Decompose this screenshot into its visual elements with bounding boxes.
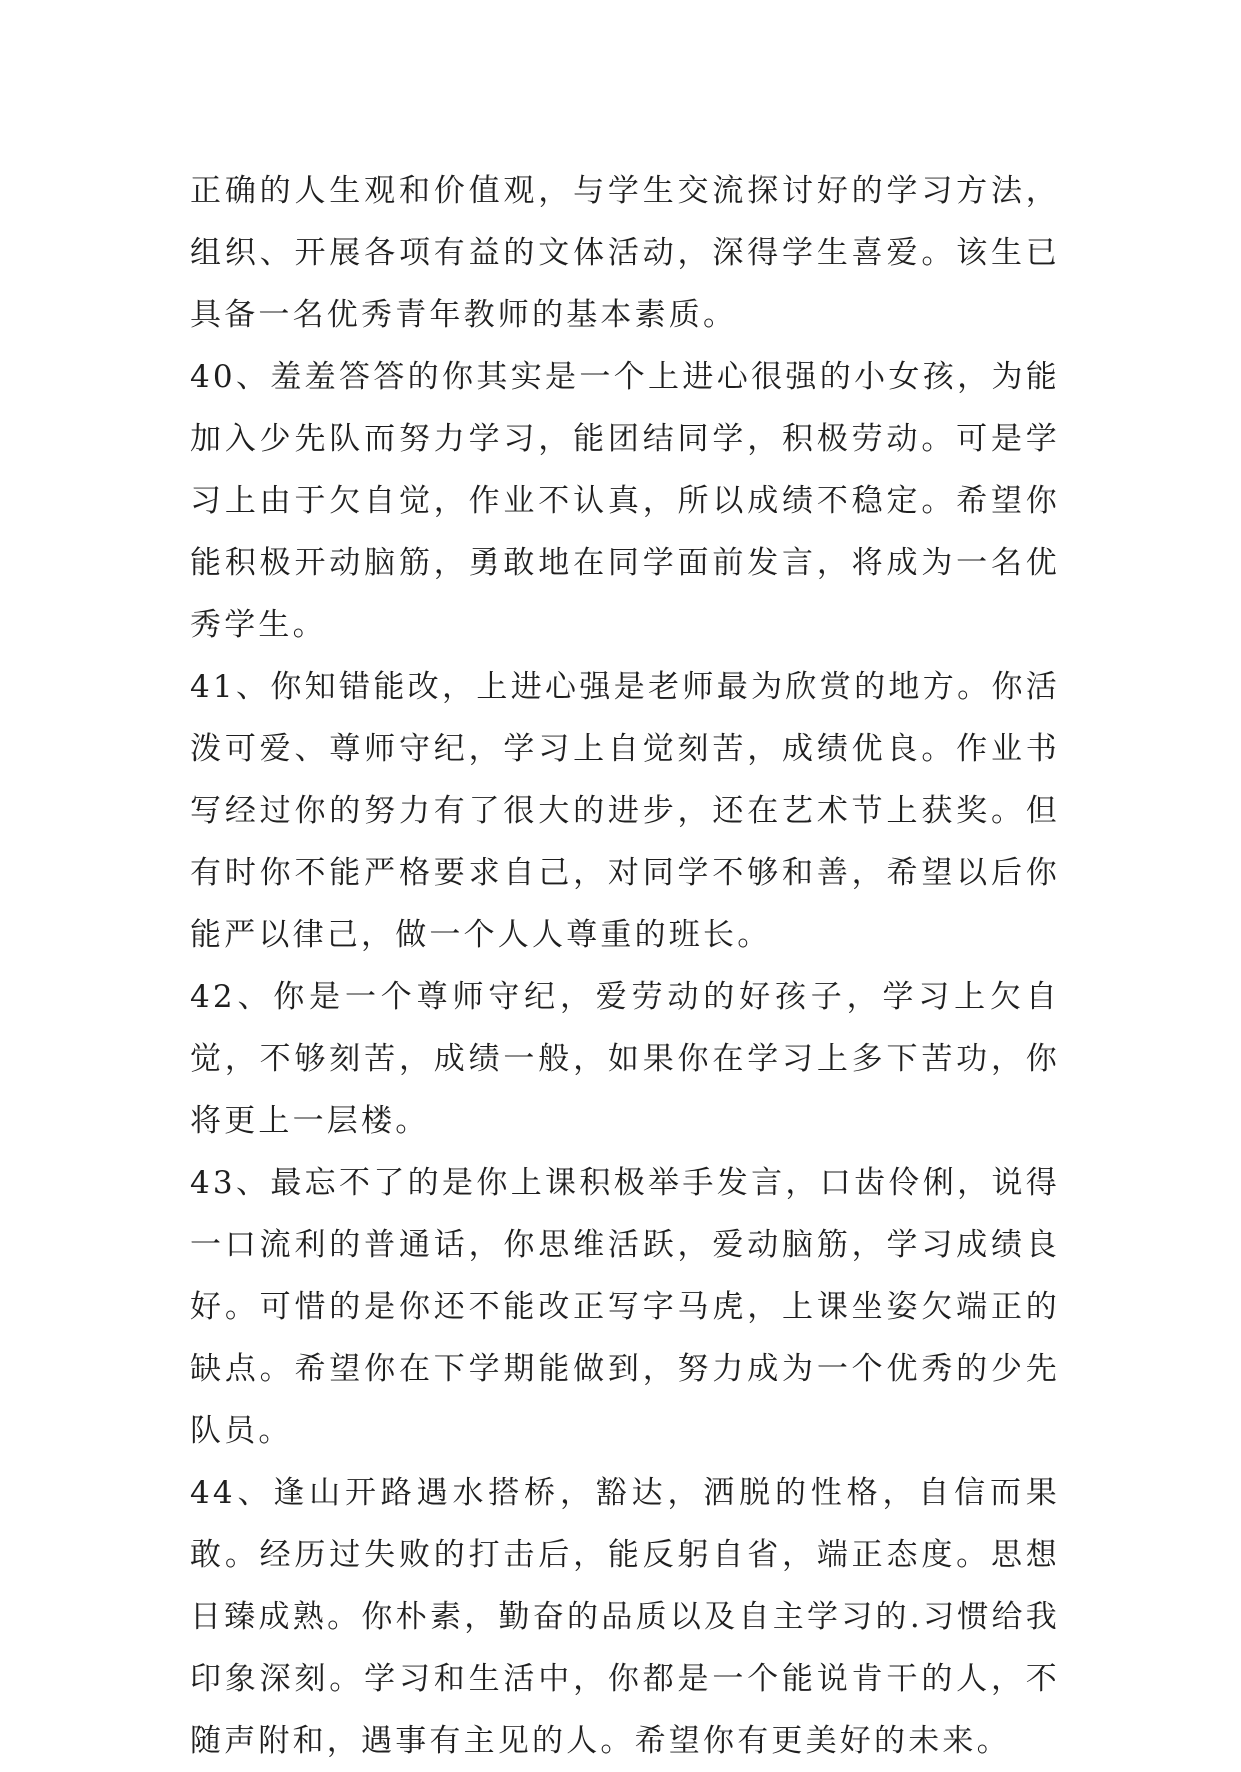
paragraph-continuation: 正确的人生观和价值观，与学生交流探讨好的学习方法，组织、开展各项有益的文体活动，深得学生喜爱。该生已具备一名优秀青年教师的基本素质。 <box>190 173 1060 333</box>
paragraph-comment-41: 41、你知错能改，上进心强是老师最为欣赏的地方。你活泼可爱、尊师守纪，学习上自觉刻苦，成绩优良。作业书写经过你的努力有了很大的进步，还在艺术节上获奖。但有时你不能严格要求自己，对同学不够和善，希望以后你能严以律己，做一个人人尊重的班长。 <box>190 669 1060 953</box>
paragraph-comment-40: 40、羞羞答答的你其实是一个上进心很强的小女孩，为能加入少先队而努力学习，能团结同学，积极劳动。可是学习上由于欠自觉，作业不认真，所以成绩不稳定。希望你能积极开动脑筋，勇敢地在同学面前发言，将成为一名优秀学生。 <box>190 359 1060 643</box>
document-body <box>190 160 1060 1772</box>
paragraph-comment-43: 43、最忘不了的是你上课积极举手发言，口齿伶俐，说得一口流利的普通话，你思维活跃，爱动脑筋，学习成绩良好。可惜的是你还不能改正写字马虎，上课坐姿欠端正的缺点。希望你在下学期能做到，努力成为一个优秀的少先队员。 <box>190 1165 1060 1449</box>
paragraph-comment-44: 44、逢山开路遇水搭桥，豁达，洒脱的性格，自信而果敢。经历过失败的打击后，能反躬自省，端正态度。思想日臻成熟。你朴素，勤奋的品质以及自主学习的.习惯给我印象深刻。学习和生活中，你都是一个能说肯干的人，不随声附和，遇事有主见的人。希望你有更美好的未来。 <box>190 1475 1060 1759</box>
paragraph-comment-42: 42、你是一个尊师守纪，爱劳动的好孩子，学习上欠自觉，不够刻苦，成绩一般，如果你在学习上多下苦功，你将更上一层楼。 <box>190 979 1060 1139</box>
